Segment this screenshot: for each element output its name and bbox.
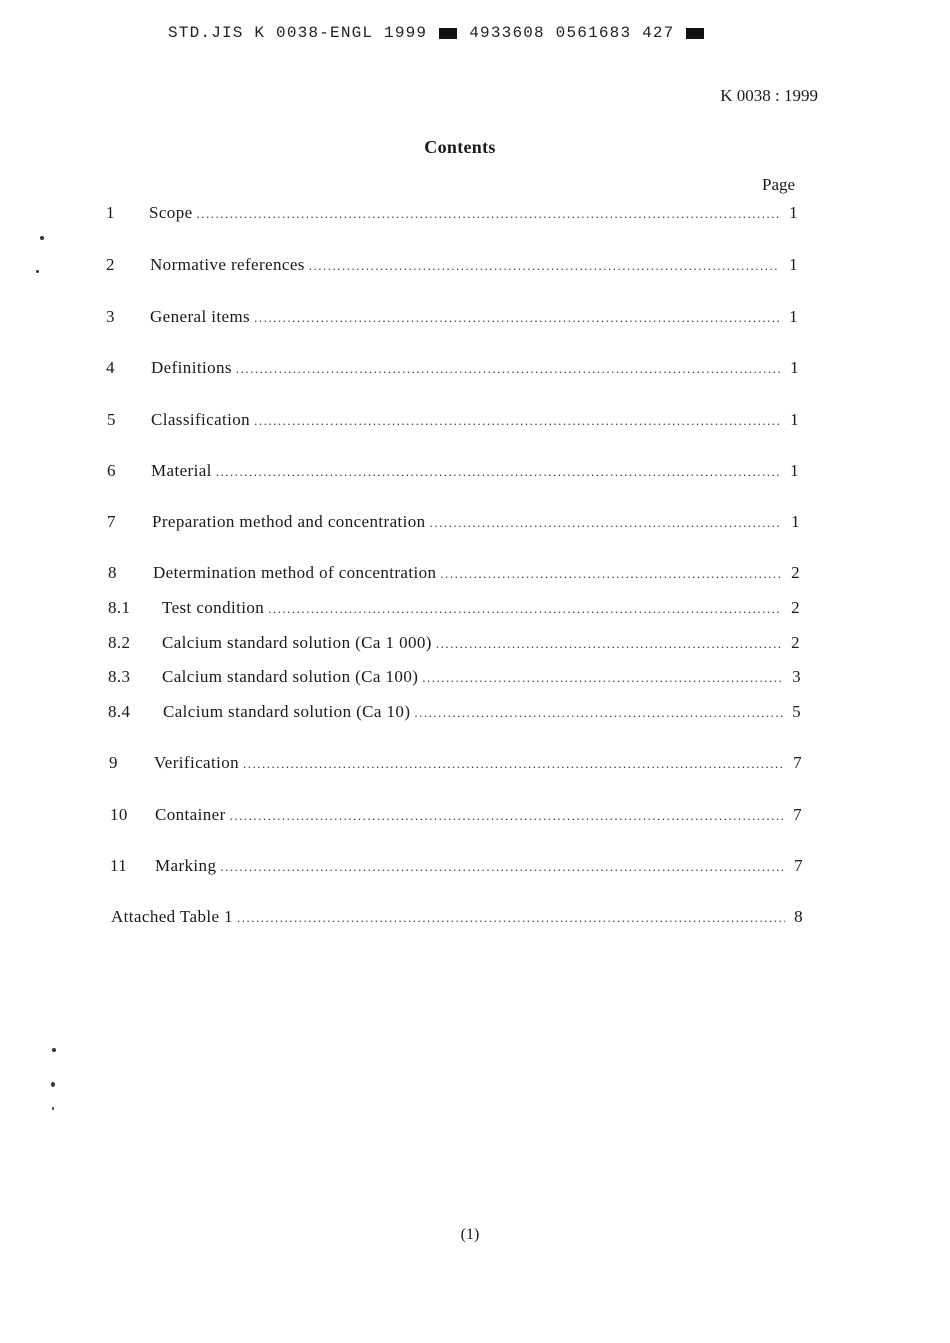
toc-title: Material [151, 461, 212, 480]
toc-page-number: 1 [789, 307, 798, 326]
toc-entry-2[interactable] [106, 255, 798, 275]
toc-title: Calcium standard solution (Ca 10) [163, 702, 411, 721]
scan-speck [40, 236, 44, 240]
toc-leader-dots [254, 413, 781, 429]
toc-leader-dots [436, 636, 782, 652]
toc-entry-5[interactable] [107, 410, 799, 430]
toc-leader-dots [422, 670, 783, 686]
toc-page-number: 8 [794, 907, 803, 926]
toc-entry-8[interactable] [108, 563, 800, 583]
toc-entry-8-2[interactable] [108, 633, 800, 653]
toc-entry-9[interactable] [109, 753, 802, 773]
toc-title: Test condition [162, 598, 265, 617]
toc-number: 6 [107, 461, 116, 480]
toc-title: Definitions [151, 358, 232, 377]
toc-title: Preparation method and concentration [152, 512, 426, 531]
toc-entry-attached-table[interactable] [111, 907, 803, 927]
toc-number: 7 [107, 512, 116, 531]
toc-number: 8.4 [108, 702, 131, 721]
toc-entry-7[interactable] [107, 512, 800, 532]
toc-entry-1[interactable] [106, 203, 798, 223]
toc-leader-dots [430, 515, 782, 531]
stamp-standard-id: STD.JIS K 0038-ENGL 1999 [168, 24, 428, 42]
toc-page-number: 7 [793, 753, 802, 772]
scan-speck [52, 1048, 56, 1052]
toc-number: 5 [107, 410, 116, 429]
toc-leader-dots [197, 206, 780, 222]
scan-speck [51, 1082, 55, 1087]
toc-page-number: 1 [790, 410, 799, 429]
toc-number: 8.1 [108, 598, 131, 617]
toc-page-number: 1 [791, 512, 800, 531]
toc-leader-dots [268, 601, 782, 617]
toc-title: Classification [151, 410, 251, 429]
toc-leader-dots [236, 361, 781, 377]
toc-leader-dots [216, 464, 781, 480]
toc-page-number: 2 [791, 633, 800, 652]
toc-number: 8.2 [108, 633, 131, 652]
toc-leader-dots [230, 808, 784, 824]
toc-number: 11 [110, 856, 128, 875]
toc-number: 9 [109, 753, 118, 772]
toc-title: Container [155, 805, 226, 824]
toc-leader-dots [440, 566, 782, 582]
toc-entry-3[interactable] [106, 307, 798, 327]
toc-title: General items [150, 307, 251, 326]
toc-title: Attached Table 1 [111, 907, 233, 926]
toc-number: 2 [106, 255, 115, 274]
toc-entry-8-4[interactable] [108, 702, 801, 722]
toc-entry-10[interactable] [110, 805, 802, 825]
toc-leader-dots [309, 258, 780, 274]
toc-number: 8 [108, 563, 117, 582]
toc-title: Verification [154, 753, 240, 772]
toc-page-number: 1 [790, 461, 799, 480]
toc-leader-dots [243, 756, 784, 772]
toc-leader-dots [220, 859, 785, 875]
document-stamp [168, 24, 704, 42]
stamp-bar [686, 28, 704, 39]
toc-leader-dots [237, 910, 785, 926]
toc-title: Determination method of concentration [153, 563, 437, 582]
toc-number: 8.3 [108, 667, 131, 686]
page-column-heading: Page [762, 175, 796, 194]
toc-page-number: 1 [790, 358, 799, 377]
stamp-bar [439, 28, 457, 39]
scan-speck [52, 1107, 54, 1110]
toc-number: 3 [106, 307, 115, 326]
toc-page-number: 1 [789, 255, 798, 274]
toc-number: 1 [106, 203, 115, 222]
toc-title: Calcium standard solution (Ca 1 000) [162, 633, 432, 652]
toc-page-number: 7 [793, 805, 802, 824]
toc-page-number: 5 [792, 702, 801, 721]
toc-number: 4 [106, 358, 115, 377]
contents-title: Contents [424, 137, 496, 157]
toc-page-number: 2 [791, 598, 800, 617]
toc-page-number: 7 [794, 856, 803, 875]
toc-page-number: 1 [789, 203, 798, 222]
toc-title: Calcium standard solution (Ca 100) [162, 667, 419, 686]
toc-title: Scope [149, 203, 193, 222]
toc-entry-4[interactable] [106, 358, 799, 378]
toc-title: Marking [155, 856, 217, 875]
toc-entry-6[interactable] [107, 461, 799, 481]
scan-speck [36, 270, 39, 273]
toc-entry-11[interactable] [110, 856, 803, 876]
footer-page-number: (1) [460, 1226, 480, 1243]
stamp-serial: 4933608 0561683 427 [469, 24, 675, 42]
toc-page-number: 3 [792, 667, 801, 686]
document-code: K 0038 : 1999 [720, 86, 818, 105]
toc-entry-8-3[interactable] [108, 667, 801, 687]
toc-leader-dots [254, 310, 780, 326]
toc-leader-dots [414, 705, 783, 721]
toc-title: Normative references [150, 255, 305, 274]
toc-page-number: 2 [791, 563, 800, 582]
toc-number: 10 [110, 805, 128, 824]
toc-entry-8-1[interactable] [108, 598, 800, 618]
